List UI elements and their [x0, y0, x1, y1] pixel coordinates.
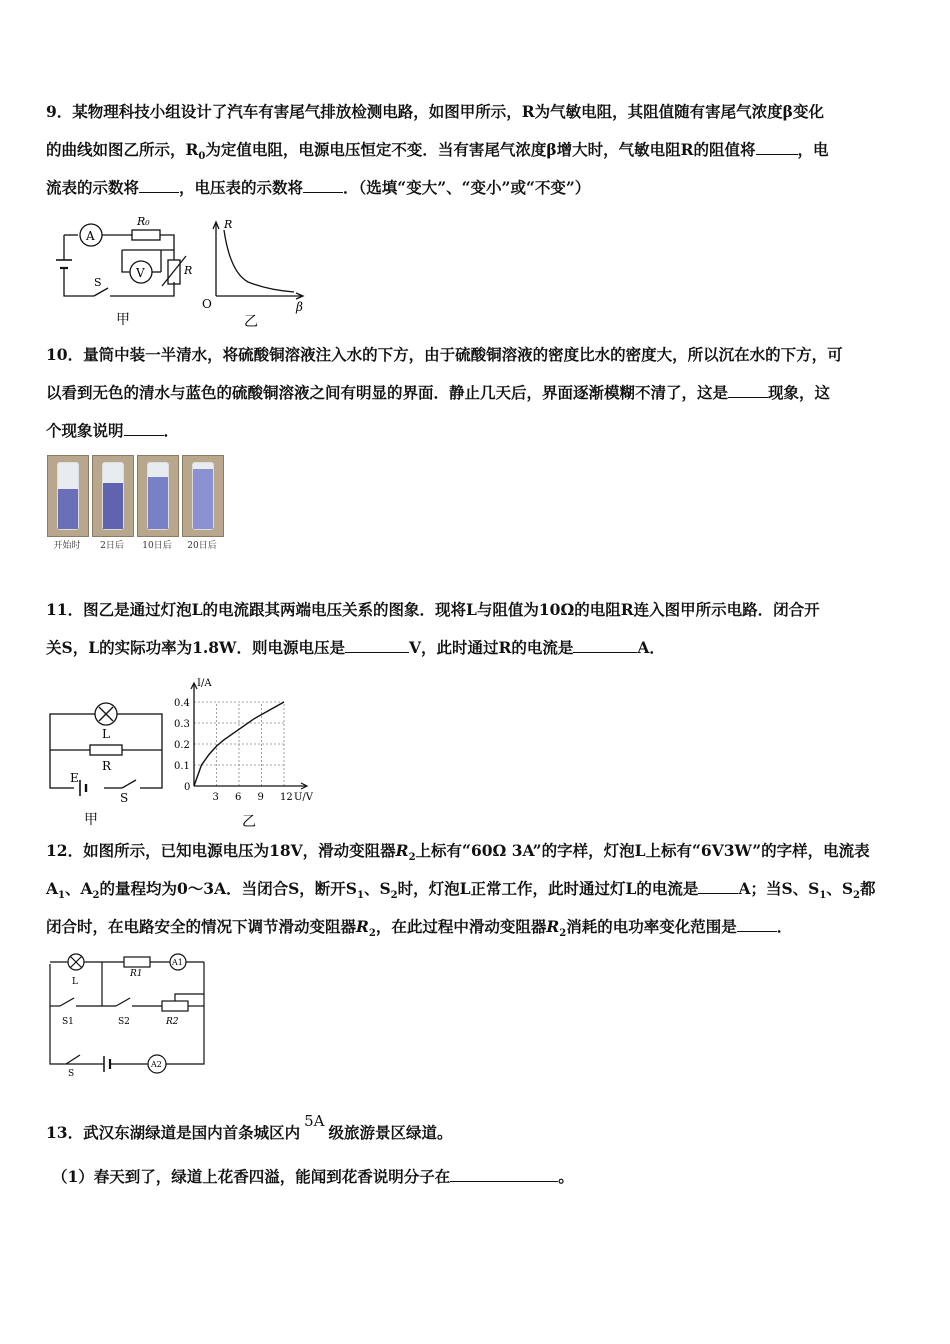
q10-line3: 个现象说明 ． [46, 421, 180, 440]
q12-line3: 闭合时，在电路安全的情况下调节滑动变阻器$R_2$，在此过程中滑动变阻器$R_2$消耗的电功率变化范围是 ． [46, 917, 793, 940]
x-tick-label: 12 [280, 792, 293, 803]
resistor-r-label: R [102, 759, 112, 773]
source-e-label: E [70, 771, 79, 785]
q9-line2: 的曲线如图乙所示，$R_0$为定值电阻，电源电压恒定不变．当有害尾气浓度β增大时，气敏电阻R的阻值将 ，电 [46, 140, 829, 163]
q10-photo-10days [137, 455, 179, 537]
switch-s1-label: S1 [62, 1017, 74, 1027]
r0-label: R₀ [137, 215, 150, 228]
r2-label: R2 [166, 1017, 179, 1027]
q11-figure [44, 676, 334, 834]
lamp-l-label: L [72, 977, 78, 987]
q9-circuit-diagram [56, 224, 186, 296]
ammeter-label: A [86, 229, 95, 243]
q12-circuit-diagram [50, 954, 204, 1073]
beta-label: β [296, 300, 303, 314]
photo-caption: 开始时 [53, 541, 81, 551]
q10-photo-2days [92, 455, 134, 537]
q9-resistance-curve [213, 222, 303, 299]
q9-figure [44, 210, 314, 335]
x-tick-label: 9 [257, 792, 264, 803]
lamp-l-label: L [102, 727, 110, 741]
q11-blank-1[interactable] [345, 636, 409, 653]
q10-photo-20days [182, 455, 224, 537]
x-tick-label: 6 [235, 792, 242, 803]
fig-jia-label: 甲 [84, 812, 98, 828]
q13-blank-1[interactable] [450, 1165, 558, 1182]
ammeter-a2-label: A2 [151, 1060, 162, 1069]
q11-line2: 关S，L的实际功率为1.8W．则电源电压是 V，此时通过R的电流是 A． [46, 638, 665, 657]
q13-sub1: （1）春天到了，绿道上花香四溢，能闻到花香说明分子在 。 [52, 1167, 574, 1186]
q10-line1: 10．量筒中装一半清水，将硫酸铜溶液注入水的下方，由于硫酸铜溶液的密度比水的密度大，所以沉在水的下方，可 [46, 345, 843, 364]
voltmeter-label: V [136, 266, 145, 280]
q12-blank-1[interactable] [698, 877, 738, 894]
fig-yi-label: 乙 [242, 814, 256, 830]
q11-line1: 11．图乙是通过灯泡L的电流跟其两端电压关系的图象．现将L与阻值为10Ω的电阻R连入图甲所示电路．闭合开 [46, 600, 820, 619]
resistor-r0 [132, 230, 160, 240]
y-tick-label: 0.3 [174, 719, 190, 730]
q11-circuit-diagram [50, 703, 162, 796]
q9-blank-1[interactable] [756, 138, 798, 155]
q12-line1: 12．如图所示，已知电源电压为18V，滑动变阻器$R_2$上标有“60Ω 3A”的字样，灯泡L上标有“6V3W”的字样，电流表 [46, 841, 870, 864]
photo-caption: 2日后 [100, 541, 124, 551]
switch-s-label: S [120, 791, 129, 805]
q12-blank-2[interactable] [737, 915, 777, 932]
switch-s-label: S [94, 276, 102, 289]
q11-blank-2[interactable] [573, 636, 637, 653]
q10-blank-2[interactable] [124, 419, 164, 436]
fig-jia-label: 甲 [116, 312, 130, 328]
r1-label: R1 [130, 969, 143, 979]
grade-5a: 5A [304, 1112, 325, 1130]
fig-yi-label: 乙 [244, 314, 258, 330]
r-label: R [184, 264, 193, 277]
q12-line2: $A_1$、$A_2$的量程均为0～3A．当闭合S，断开$S_1$、$S_2$时，灯泡L正常工作，此时通过灯L的电流是 A；当S、$S_1$、$S_2$都 [46, 879, 876, 902]
photo-caption: 20日后 [187, 541, 217, 551]
y-tick-label: 0.1 [174, 761, 190, 772]
ammeter-a1-label: A1 [172, 958, 183, 967]
x-tick-label: 3 [212, 792, 219, 803]
q9-line1: 9．某物理科技小组设计了汽车有害尾气排放检测电路，如图甲所示，R为气敏电阻，其阻值随有害尾气浓度β变化 [46, 102, 824, 121]
y-tick-label: 0.4 [174, 698, 190, 709]
y-axis-title: I/A [197, 678, 212, 689]
origin-label: 0 [184, 782, 191, 793]
q13-line1: 13．武汉东湖绿道是国内首条城区内5A级旅游景区绿道。 [46, 1112, 453, 1142]
origin-label: O [202, 297, 212, 311]
axis-r-label: R [224, 218, 233, 231]
x-axis-title: U/V [294, 792, 314, 803]
q9-blank-2[interactable] [139, 176, 179, 193]
q10-blank-1[interactable] [728, 381, 768, 398]
switch-s2-label: S2 [118, 1017, 130, 1027]
q10-line2: 以看到无色的清水与蓝色的硫酸铜溶液之间有明显的界面．静止几天后，界面逐渐模糊不清了，这是 现象，这 [46, 383, 831, 402]
photo-caption: 10日后 [142, 541, 172, 551]
q11-iu-chart [174, 678, 314, 803]
q9-blank-3[interactable] [303, 176, 343, 193]
q9-line3: 流表的示数将 ，电压表的示数将 ．（选填“变大”、“变小”或“不变”） [46, 178, 591, 197]
switch-s-label: S [68, 1069, 75, 1079]
q12-figure [44, 950, 224, 1080]
q10-photo-start [47, 455, 89, 537]
y-tick-label: 0.2 [174, 740, 190, 751]
